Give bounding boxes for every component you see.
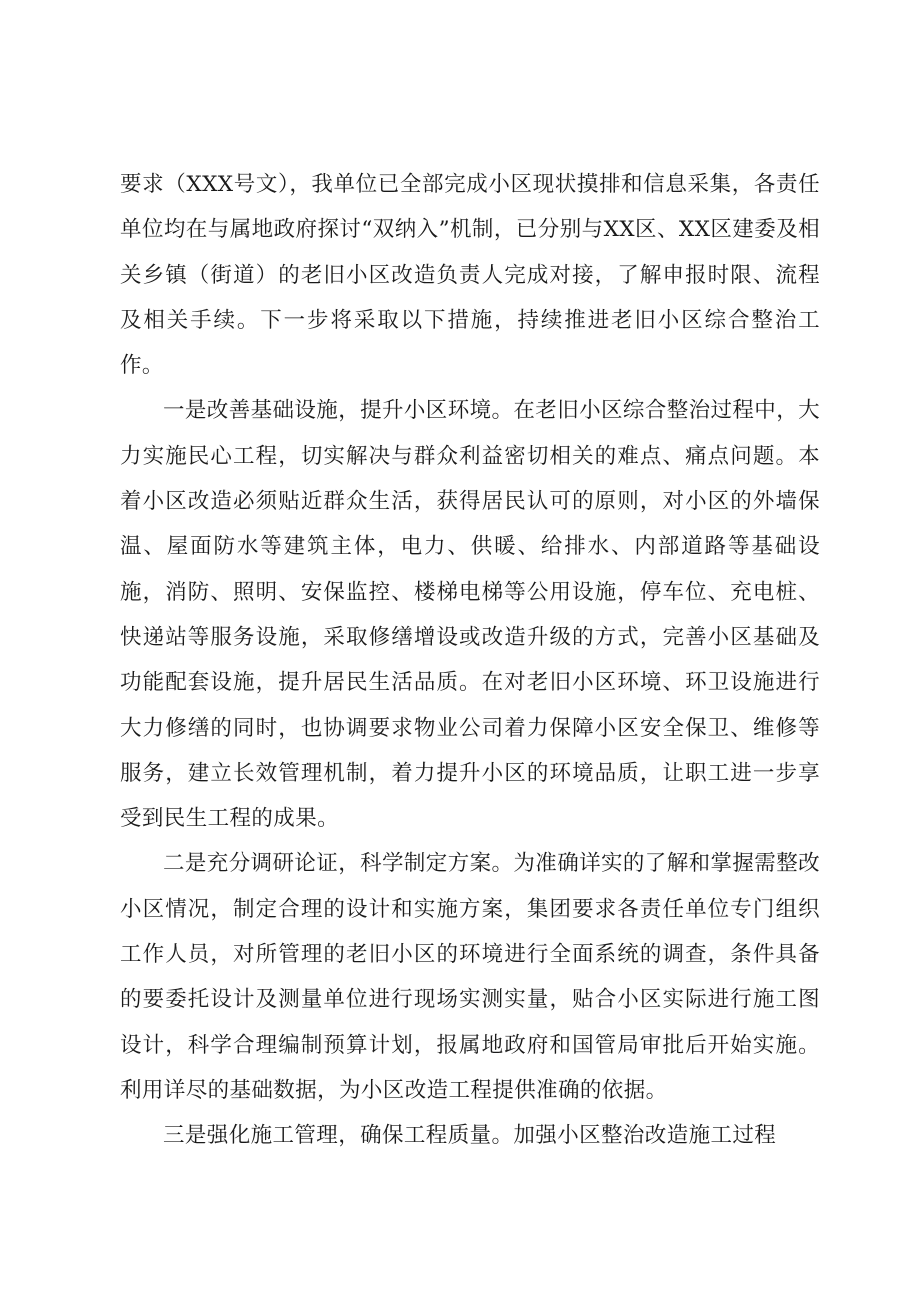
document-page	[120, 162, 820, 1159]
paragraph-2: 一是改善基础设施，提升小区环境。在老旧小区综合整治过程中，大力实施民心工程，切实解决与群众利益密切相关的难点、痛点问题。本着小区改造必须贴近群众生活，获得居民认可的原则，对小区的外墙保温、屋面防水等建筑主体，电力、供暖、给排水、内部道路等基础设施，消防、照明、安保监控、楼梯电梯等公用设施，停车位、充电桩、快递站等服务设施，采取修缮增设或改造升级的方式，完善小区基础及功能配套设施，提升居民生活品质。在对老旧小区环境、环卫设施进行大力修缮的同时，也协调要求物业公司着力保障小区安全保卫、维修等服务，建立长效管理机制，着力提升小区的环境品质，让职工进一步享受到民生工程的成果。	[120, 398, 821, 832]
paragraph-4: 三是强化施工管理，确保工程质量。加强小区整治改造施工过程	[163, 1123, 777, 1149]
paragraph-3: 二是充分调研论证，科学制定方案。为准确详实的了解和掌握需整改小区情况，制定合理的设计和实施方案，集团要求各责任单位专门组织工作人员，对所管理的老旧小区的环境进行全面系统的调查，条件具备的要委托设计及测量单位进行现场实测实量，贴合小区实际进行施工图设计，科学合理编制预算计划，报属地政府和国管局审批后开始实施。利用详尽的基础数据，为小区改造工程提供准确的依据。	[120, 851, 821, 1103]
paragraph-1: 要求（XXX号文），我单位已全部完成小区现状摸排和信息采集，各责任单位均在与属地政府探讨“双纳入”机制，已分别与XX区、XX区建委及相关乡镇（街道）的老旧小区改造负责人完成对接，了解申报时限、流程及相关手续。下一步将采取以下措施，持续推进老旧小区综合整治工作。	[120, 172, 820, 379]
